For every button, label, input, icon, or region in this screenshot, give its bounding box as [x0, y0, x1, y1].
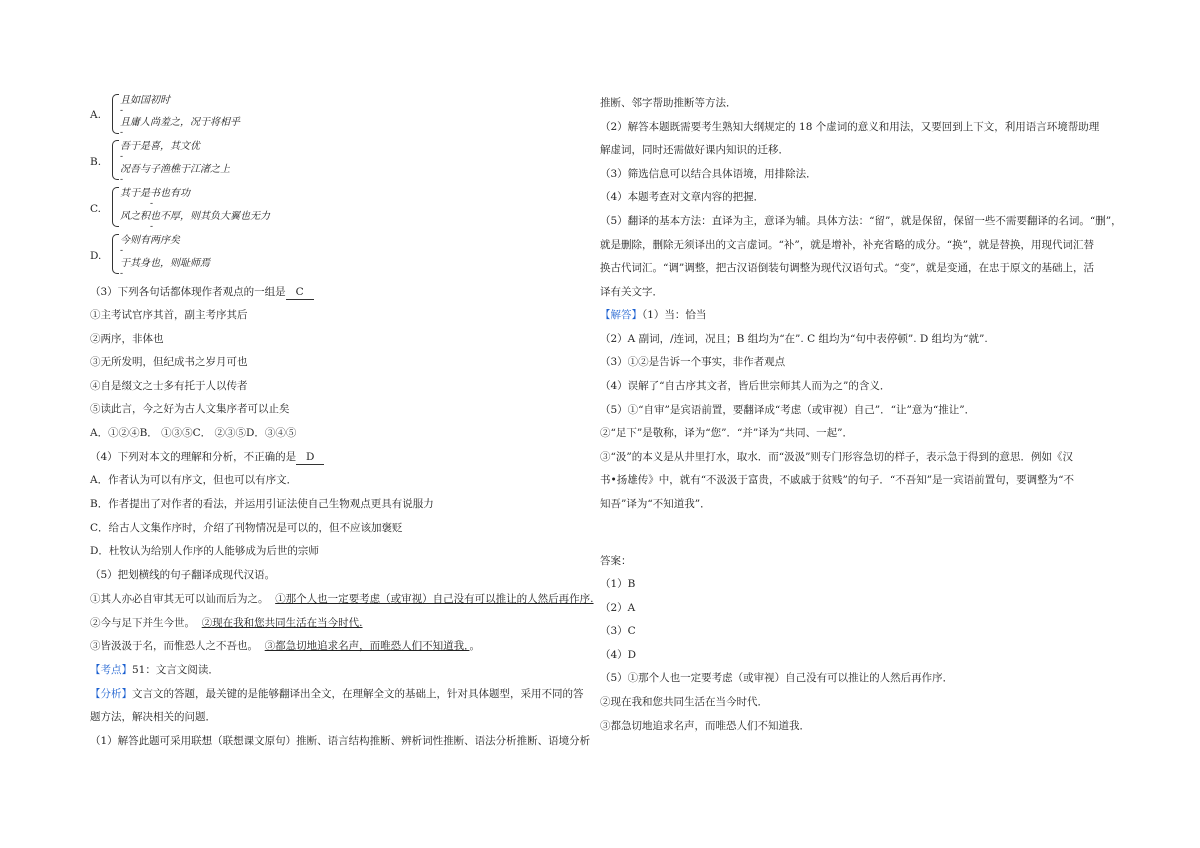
fenxi-line: 【分析】文言文的答题，最关键的是能够翻译出全文，在理解全文的基础上，针对具体题型，采用不同的答 — [90, 688, 584, 700]
option-a-brace — [112, 94, 119, 134]
q3-item: ④自是缀文之士多有托于人以传者 — [90, 380, 248, 392]
emphasis-dot: - — [120, 246, 124, 256]
jieda-2: （2）A 副词，/连词，况且；B 组均为“在”. C 组均为“句中表停顿”. D 组均为“就”. — [600, 333, 988, 345]
option-b-line1: 吾于是喜，其文优 — [120, 141, 200, 152]
option-b-line2: 况吾与子渔樵于江渚之上 — [120, 164, 230, 175]
jieda-5a: （5）①“自审”是宾语前置，要翻译成“考虑（或审视）自己”．“让”意为“推让”． — [600, 404, 976, 416]
answer-item: （3）C — [600, 625, 636, 637]
analysis-5-line4: 译有关文字． — [600, 286, 663, 298]
fenxi-line2: 题方法，解决相关的问题． — [90, 711, 216, 723]
q5-answer: ②现在我和您共同生活在当今时代. — [201, 617, 363, 629]
option-d-line2: 于其身也，则耻师焉 — [120, 258, 210, 269]
fenxi-tag: 【分析】 — [90, 688, 132, 700]
q5-item: ①其人亦必自审其无可以讪而后为之。 ①那个人也一定要考虑（或审视）自己没有可以推让的人然后再作序. — [90, 593, 594, 605]
option-c-brace — [112, 187, 119, 227]
answer-heading: 答案： — [600, 555, 632, 567]
q5-item: ③皆汲汲于名，而惟恐人之不吾也。 ③都急切地追求名声，而唯恐人们不知道我．。 — [90, 640, 480, 652]
emphasis-dot: - — [150, 222, 154, 232]
option-d-line1: 今则有两序矣 — [120, 235, 180, 246]
answer-5b: ②现在我和您共同生活在当今时代． — [600, 696, 768, 708]
jieda-5c-line3: 知吾”译为“不知道我”． — [600, 498, 711, 510]
q3-item: ②两序，非体也 — [90, 333, 164, 345]
emphasis-dot: - — [120, 152, 124, 162]
emphasis-dot: - — [120, 128, 124, 138]
q3-prompt: （3）下列各句话都体现作者观点的一组是 C — [90, 285, 314, 300]
analysis-5-line1: （5）翻译的基本方法：直译为主，意译为辅。具体方法：“留”，就是保留，保留一些不需要翻译的名词。“删”， — [600, 215, 1122, 227]
q4-item: A．作者认为可以有序文，但也可以有序文． — [90, 474, 298, 486]
option-c-line2: 风之积也不厚，则其负大翼也无力 — [120, 211, 270, 222]
answer-item: （4）D — [600, 649, 637, 661]
q4-answer: D — [296, 450, 324, 465]
answer-5a: （5）①那个人也一定要考虑（或审视）自己没有可以推让的人然后再作序． — [600, 672, 954, 684]
emphasis-dot: - — [120, 269, 124, 279]
q5-prompt: （5）把划横线的句子翻译成现代汉语。 — [90, 569, 276, 581]
q3-item: ⑤读此言，今之好为古人文集序者可以止矣 — [90, 403, 290, 415]
option-a-line1: 且如国初时 — [120, 95, 170, 106]
option-d-brace — [112, 234, 119, 274]
analysis-5-line2: 就是删除，删除无须译出的文言虚词。“补”，就是增补，补充省略的成分。“换”，就是替换，用现代词汇替 — [600, 239, 1094, 251]
answer-item: （1）B — [600, 578, 636, 590]
q3-item: ①主考试官序其首，副主考序其后 — [90, 309, 248, 321]
q4-item: C．给古人文集作序时，介绍了刊物情况是可以的，但不应该加褒贬 — [90, 522, 403, 534]
analysis-2-line1: （2）解答本题既需要考生熟知大纲规定的 18 个虚词的意义和用法，又要回到上下文，利用语言环境帮助理 — [600, 121, 1100, 133]
q4-item: D．杜牧认为给别人作序的人能够成为后世的宗师 — [90, 545, 319, 557]
option-b-brace — [112, 140, 119, 180]
emphasis-dot: - — [120, 106, 124, 116]
option-a-letter: A. — [90, 109, 101, 121]
q4-item: B．作者提出了对作者的看法，并运用引证法使自己生物观点更具有说服力 — [90, 498, 434, 510]
jieda-5c-line2: 书•扬雄传》中，就有“不汲汲于富贵，不戚戚于贫贱”的句子．“不吾知”是一宾语前置句，要调整为“不 — [600, 474, 1075, 486]
q5-answer: ①那个人也一定要考虑（或审视）自己没有可以推让的人然后再作序. — [275, 593, 594, 605]
analysis-4: （4）本题考查对文章内容的把握． — [600, 191, 765, 203]
kaodian-line: 【考点】51：文言文阅读． — [90, 664, 219, 676]
q3-answer: C — [286, 285, 314, 300]
option-a-line2: 且庸人尚羞之，况于将相乎 — [120, 117, 240, 128]
q3-choices: A．①②④B． ①③⑤C． ②③⑤D．③④⑤ — [90, 427, 297, 439]
option-d-letter: D. — [90, 250, 102, 262]
q3-item: ③无所发明，但纪成书之岁月可也 — [90, 356, 248, 368]
jieda-4: （4）误解了“自古序其文者，皆后世宗师其人而为之”的含义． — [600, 380, 891, 392]
jieda-5c-line1: ③“汲”的本义是从井里打水，取水．而“汲汲”则专门形容急切的样子，表示急于得到的意思．例如《汉 — [600, 451, 1073, 463]
answer-item: （2）A — [600, 602, 636, 614]
analysis-2-line2: 解虚词，同时还需做好课内知识的迁移． — [600, 144, 789, 156]
fenxi-line3: （1）解答此题可采用联想（联想课文原句）推断、语言结构推断、辨析词性推断、语法分析推断、语境分析 — [90, 735, 591, 747]
q4-prompt: （4）下列对本文的理解和分析，不正确的是 D — [90, 450, 324, 465]
jieda-5b: ②“足下”是敬称，译为“您”．“并”译为“共同、一起”． — [600, 427, 853, 439]
jieda-3: （3）①②是告诉一个事实，非作者观点 — [600, 356, 786, 368]
q5-answer: ③都急切地追求名声，而唯恐人们不知道我． — [264, 640, 470, 652]
analysis-3: （3）筛选信息可以结合具体语境，用排除法． — [600, 168, 817, 180]
q5-item: ②今与足下并生今世。 ②现在我和您共同生活在当今时代. — [90, 617, 363, 629]
kaodian-tag: 【考点】 — [90, 664, 132, 676]
option-c-letter: C. — [90, 203, 101, 215]
emphasis-dot: - — [150, 199, 154, 209]
analysis-5-line3: 换古代词汇。“调”调整，把古汉语倒装句调整为现代汉语句式。“变”，就是变通，在忠于原文的基础上，活 — [600, 262, 1094, 274]
jieda-tag: 【解答】 — [600, 309, 642, 321]
answer-5c: ③都急切地追求名声，而唯恐人们不知道我． — [600, 720, 810, 732]
jieda-line: 【解答】（1）当：恰当 — [600, 309, 707, 321]
option-c-line1: 其于是书也有功 — [120, 188, 190, 199]
emphasis-dot: - — [120, 175, 124, 185]
option-b-letter: B. — [90, 156, 102, 168]
analysis-cont: 推断、邻字帮助推断等方法． — [600, 97, 737, 109]
